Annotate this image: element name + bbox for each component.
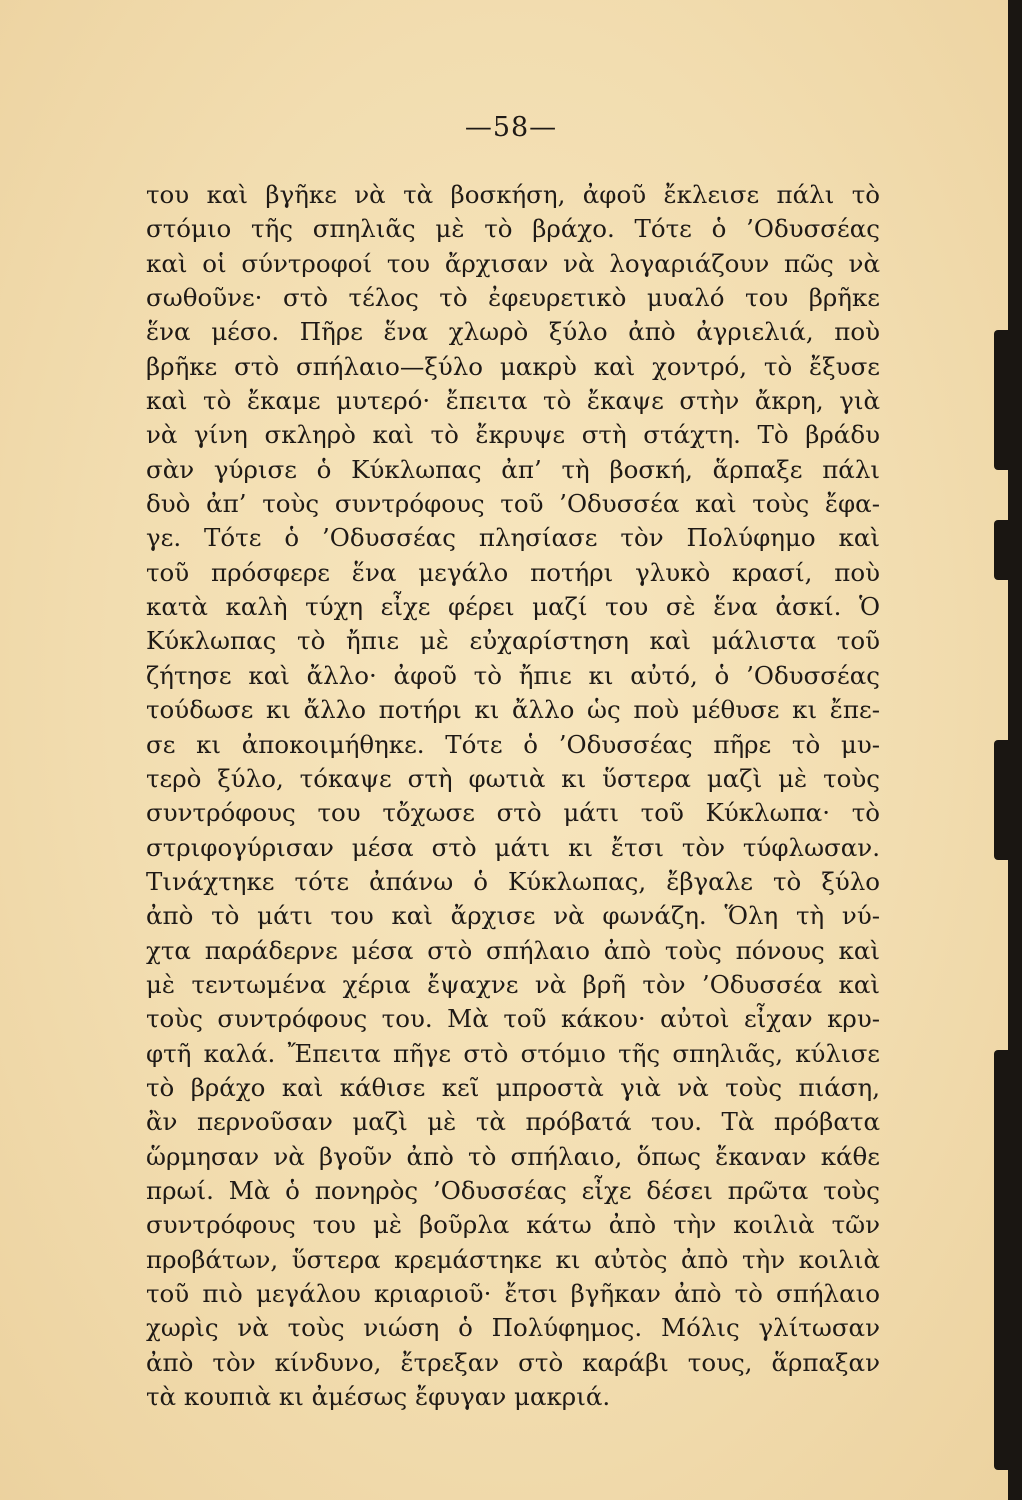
text-line: βρῆκε στὸ σπήλαιο—ξύλο μακρὺ καὶ χοντρό, τὸ ἔξυσε (146, 351, 880, 381)
text-line: καὶ τὸ ἔκαμε μυτερό· ἔπειτα τὸ ἔκαψε στὴν ἄκρη, γιὰ (146, 386, 880, 416)
text-line: Κύκλωπας τὸ ἤπιε μὲ εὐχαρίστηση καὶ μάλιστα τοῦ (146, 626, 880, 656)
text-line: τὸ βράχο καὶ κάθισε κεῖ μπροστὰ γιὰ νὰ τοὺς πιάση, (146, 1072, 880, 1102)
text-line: τοὺς συντρόφους του. Μὰ τοῦ κάκου· αὐτοὶ εἶχαν κρυ- (146, 1004, 880, 1034)
text-line: του καὶ βγῆκε νὰ τὰ βοσκήση, ἀφοῦ ἔκλεισε πάλι τὸ (146, 180, 880, 209)
text-line: γε. Τότε ὁ ’Οδυσσέας πλησίασε τὸν Πολύφημο καὶ (146, 523, 880, 553)
text-line: στριφογύρισαν μέσα στὸ μάτι κι ἔτσι τὸν τύφλωσαν. (146, 832, 880, 862)
text-line: σωθοῦνε· στὸ τέλος τὸ ἐφευρετικὸ μυαλό του βρῆκε (146, 283, 880, 313)
text-line: σε κι ἀποκοιμήθηκε. Τότε ὁ ’Οδυσσέας πῆρε τὸ μυ- (146, 729, 880, 759)
text-line: ἂν περνοῦσαν μαζὶ μὲ τὰ πρόβατά του. Τὰ πρόβατα (146, 1107, 880, 1137)
text-line: προβάτων, ὕστερα κρεμάστηκε κι αὐτὸς ἀπὸ τὴν κοιλιὰ (146, 1244, 880, 1274)
text-line: στόμιο τῆς σπηλιᾶς μὲ τὸ βράχο. Τότε ὁ ’Οδυσσέας (146, 214, 880, 244)
text-line: χτα παράδερνε μέσα στὸ σπήλαιο ἀπὸ τοὺς πόνους καὶ (146, 935, 880, 965)
page-number: —58— (464, 112, 558, 143)
text-line: τούδωσε κι ἄλλο ποτήρι κι ἄλλο ὡς ποὺ μέθυσε κι ἔπε- (146, 695, 880, 725)
text-line: συντρόφους του μὲ βοῦρλα κάτω ἀπὸ τὴν κοιλιὰ τῶν (146, 1210, 880, 1240)
text-line: νὰ γίνη σκληρὸ καὶ τὸ ἔκρυψε στὴ στάχτη. Τὸ βράδυ (146, 420, 880, 450)
page-edge-tear (994, 740, 1012, 860)
body-text (146, 178, 880, 1414)
text-line: τερὸ ξύλο, τόκαψε στὴ φωτιὰ κι ὕστερα μαζὶ μὲ τοὺς (146, 763, 880, 793)
text-line: ζήτησε καὶ ἄλλο· ἀφοῦ τὸ ἤπιε κι αὐτό, ὁ ’Οδυσσέας (146, 660, 880, 690)
text-line: χωρὶς νὰ τοὺς νιώση ὁ Πολύφημος. Μόλις γλίτωσαν (146, 1313, 880, 1343)
text-line: ἕνα μέσο. Πῆρε ἕνα χλωρὸ ξύλο ἀπὸ ἀγριελιά, ποὺ (146, 317, 880, 347)
text-line: ὥρμησαν νὰ βγοῦν ἀπὸ τὸ σπήλαιο, ὅπως ἔκαναν κάθε (146, 1141, 880, 1171)
page-edge-tear (994, 1050, 1012, 1470)
page-edge-tear (994, 330, 1012, 470)
text-line: μὲ τεντωμένα χέρια ἔψαχνε νὰ βρῆ τὸν ’Οδυσσέα καὶ (146, 969, 880, 999)
text-line: τὰ κουπιὰ κι ἀμέσως ἔφυγαν μακριά. (146, 1382, 611, 1412)
text-line: δυὸ ἀπ’ τοὺς συντρόφους τοῦ ’Οδυσσέα καὶ τοὺς ἔφα- (146, 489, 880, 519)
text-line: φτῆ καλά. Ἔπειτα πῆγε στὸ στόμιο τῆς σπηλιᾶς, κύλισε (146, 1038, 880, 1068)
text-line: κατὰ καλὴ τύχη εἶχε φέρει μαζί του σὲ ἕνα ἀσκί. Ὁ (146, 592, 880, 622)
text-line: σὰν γύρισε ὁ Κύκλωπας ἀπ’ τὴ βοσκή, ἅρπαξε πάλι (146, 454, 880, 484)
text-line: τοῦ πιὸ μεγάλου κριαριοῦ· ἔτσι βγῆκαν ἀπὸ τὸ σπήλαιο (146, 1279, 880, 1308)
text-line: ἀπὸ τὸ μάτι του καὶ ἄρχισε νὰ φωνάζη. Ὅλη τὴ νύ- (146, 901, 880, 931)
text-line: τοῦ πρόσφερε ἕνα μεγάλο ποτήρι γλυκὸ κρασί, ποὺ (146, 557, 880, 587)
text-line: καὶ οἱ σύντροφοί του ἄρχισαν νὰ λογαριάζουν πῶς νὰ (146, 248, 880, 278)
page-edge-tear (994, 520, 1012, 580)
text-line: πρωί. Μὰ ὁ πονηρὸς ’Οδυσσέας εἶχε δέσει πρῶτα τοὺς (146, 1175, 880, 1205)
text-line: Τινάχτηκε τότε ἀπάνω ὁ Κύκλωπας, ἔβγαλε τὸ ξύλο (146, 866, 880, 896)
text-line: συντρόφους του τὄχωσε στὸ μάτι τοῦ Κύκλωπα· τὸ (146, 798, 880, 828)
text-line: ἀπὸ τὸν κίνδυνο, ἔτρεξαν στὸ καράβι τους, ἅρπαξαν (146, 1347, 880, 1377)
